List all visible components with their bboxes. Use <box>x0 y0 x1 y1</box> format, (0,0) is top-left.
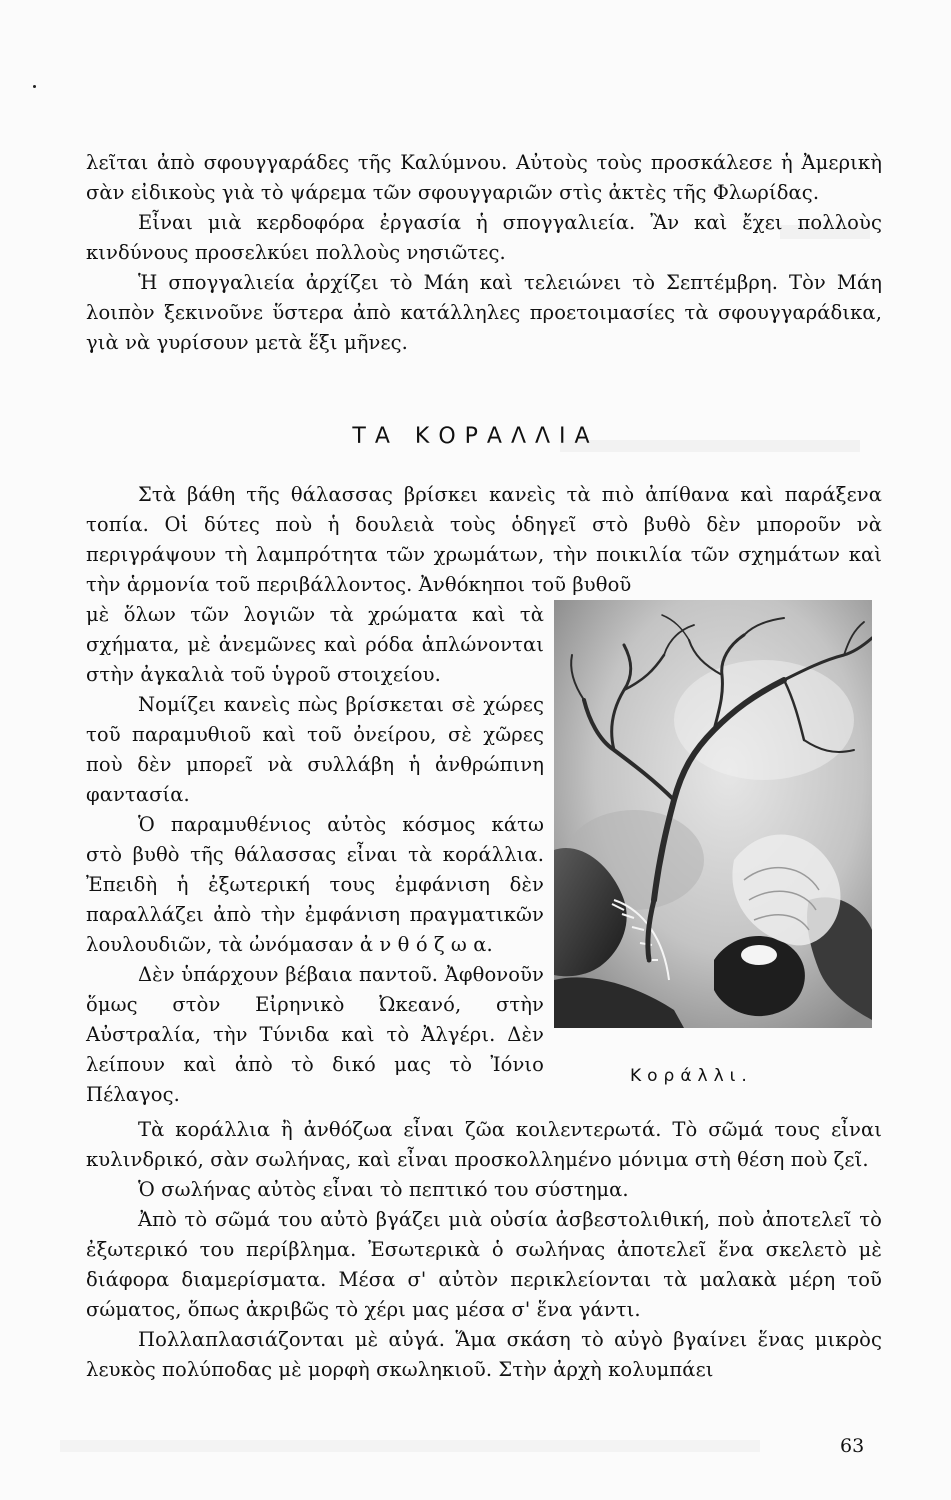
intro-text-block <box>86 480 882 600</box>
top-text-block <box>86 148 882 358</box>
wrapped-text-block <box>86 600 544 1110</box>
bottom-text-block <box>86 1115 882 1385</box>
paragraph: Ὁ παραμυθένιος αὐτὸς κόσμος κάτω στὸ βυθὸ τῆς θάλασσας εἶναι τὰ κοράλλια. Ἐπειδὴ ἡ ἐξωτερική τους ἐμφάνιση δὲν παραλλάζει ἀπὸ τὴν ἐμφάνιση πραγματικῶν λουλουδιῶν, τὰ ὠνόμασαν ἀ ν θ ό ζ ω α. <box>86 813 544 956</box>
bleed-through-shadow <box>60 1440 760 1452</box>
paragraph: μὲ ὅλων τῶν λογιῶν τὰ χρώματα καὶ τὰ σχήματα, μὲ ἀνεμῶνες καὶ ρόδα ἁπλώνονται στὴν ἀγκαλιὰ τοῦ ὑγροῦ στοιχείου. <box>86 603 544 686</box>
paragraph: Τὰ κοράλλια ἢ ἀνθόζωα εἶναι ζῶα κοιλεντερωτά. Τὸ σῶμά τους εἶναι κυλινδρικό, σὰν σωλήνας, καὶ εἶναι προσκολλημένο μόνιμα στὴ θέση ποὺ ζεῖ. <box>86 1118 882 1171</box>
photo-caption: Κοράλλι. <box>630 1066 753 1086</box>
coral-illustration <box>554 600 872 1028</box>
print-speck <box>33 85 36 88</box>
paragraph: Ἡ σπογγαλιεία ἀρχίζει τὸ Μάη καὶ τελειώνει τὸ Σεπτέμβρη. Τὸν Μάη λοιπὸν ξεκινοῦνε ὕστερα ἀπὸ κατάλληλες προετοιμασίες τὰ σφουγγαράδικα, γιὰ νὰ γυρίσουν μετὰ ἕξι μῆνες. <box>86 271 882 354</box>
page-number: 63 <box>840 1435 865 1457</box>
paragraph: Πολλαπλασιάζονται μὲ αὐγά. Ἅμα σκάση τὸ αὐγὸ βγαίνει ἕνας μικρὸς λευκὸς πολύποδας μὲ μορφὴ σκωληκιοῦ. Στὴν ἀρχὴ κολυμπάει <box>86 1328 882 1381</box>
paragraph: λεῖται ἀπὸ σφουγγαράδες τῆς Καλύμνου. Αὐτοὺς τοὺς προσκάλεσε ἡ Ἀμερικὴ σὰν εἰδικοὺς γιὰ τὸ ψάρεμα τῶν σφουγγαριῶν στὶς ἀκτὲς τῆς Φλωρίδας. <box>86 151 882 204</box>
paragraph: Εἶναι μιὰ κερδοφόρα ἐργασία ἡ σπογγαλιεία. Ἂν καὶ ἔχει πολλοὺς κινδύνους προσελκύει πολλοὺς νησιῶτες. <box>86 211 882 264</box>
section-heading: ΤΑ ΚΟΡΑΛΛΙΑ <box>352 424 599 449</box>
paragraph: Στὰ βάθη τῆς θάλασσας βρίσκει κανεὶς τὰ πιὸ ἀπίθανα καὶ παράξενα τοπία. Οἱ δύτες ποὺ ἡ δουλειὰ τοὺς ὁδηγεῖ στὸ βυθὸ δὲν μποροῦν νὰ περιγράψουν τὴ λαμπρότητα τῶν χρωμάτων, τὴν ποικιλία τῶν σχημάτων καὶ τὴν ἁρμονία τοῦ περιβάλλοντος. Ἀνθόκηποι τοῦ βυθοῦ <box>86 483 882 596</box>
paragraph: Δὲν ὑπάρχουν βέβαια παντοῦ. Ἀφθονοῦν ὅμως στὸν Εἰρηνικὸ Ὠκεανό, στὴν Αὐστραλία, τὴν Τύνιδα καὶ τὸ Ἀλγέρι. Δὲν λείπουν καὶ ἀπὸ τὸ δικό μας τὸ Ἰόνιο Πέλαγος. <box>86 963 544 1106</box>
light-patch <box>674 660 854 780</box>
paragraph: Ἀπὸ τὸ σῶμά του αὐτὸ βγάζει μιὰ οὐσία ἀσβεστολιθική, ποὺ ἀποτελεῖ τὸ ἐξωτερικό του περίβλημα. Ἐσωτερικὰ ὁ σωλήνας ἀποτελεῖ ἕνα σκελετὸ μὲ διάφορα διαμερίσματα. Μέσα σ' αὐτὸν περικλείονται τὰ μαλακὰ μέρη τοῦ σώματος, ὅπως ἀκριβῶς τὸ χέρι μας μέσα σ' ἕνα γάντι. <box>86 1208 882 1321</box>
coral-photograph <box>554 600 872 1028</box>
paragraph: Νομίζει κανεὶς πὼς βρίσκεται σὲ χώρες τοῦ παραμυθιοῦ καὶ τοῦ ὀνείρου, σὲ χῶρες ποὺ δὲν μπορεῖ νὰ συλλάβη ἡ ἀνθρώπινη φαντασία. <box>86 693 544 806</box>
paragraph: Ὁ σωλήνας αὐτὸς εἶναι τὸ πεπτικό του σύστημα. <box>138 1178 629 1201</box>
coral-polyp <box>741 945 777 965</box>
